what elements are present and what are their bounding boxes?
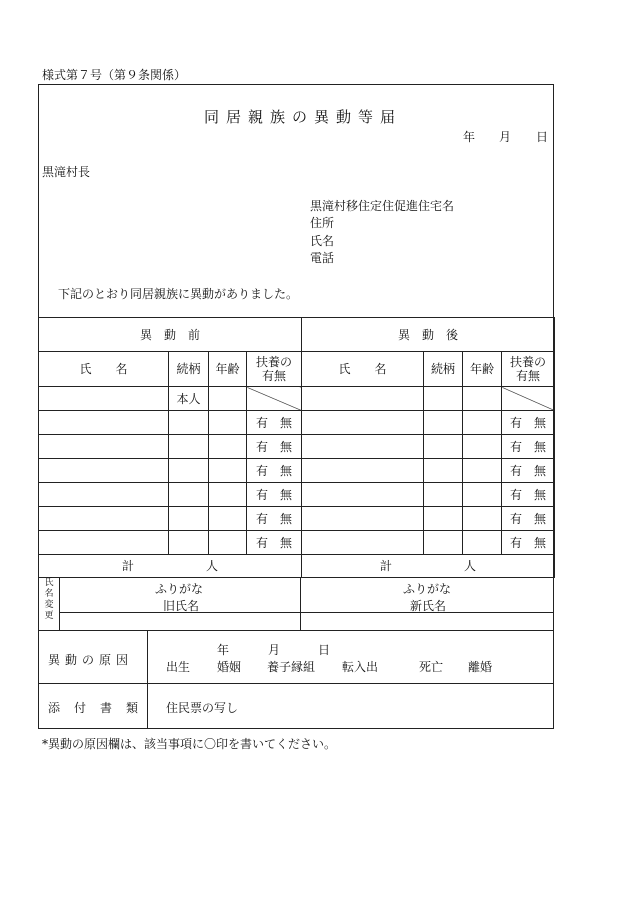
table-row bbox=[39, 459, 555, 483]
attachments-value: 住民票の写し bbox=[166, 701, 239, 715]
relation-cell[interactable] bbox=[169, 411, 209, 435]
total-after[interactable]: 計 人 bbox=[302, 555, 555, 578]
dependent-cell[interactable]: 有 無 bbox=[502, 531, 555, 555]
name-cell[interactable] bbox=[39, 435, 169, 459]
reason-month: 月 bbox=[268, 643, 281, 657]
new-name-label: 新氏名 bbox=[410, 599, 447, 613]
reason-option-death[interactable]: 死亡 bbox=[419, 660, 444, 674]
table-row bbox=[39, 435, 555, 459]
footnote: *異動の原因欄は、該当事項に〇印を書いてください。 bbox=[42, 737, 337, 751]
age-cell[interactable] bbox=[463, 411, 502, 435]
reason-option-adoption[interactable]: 養子縁組 bbox=[267, 660, 316, 674]
table-row bbox=[39, 507, 555, 531]
name-cell[interactable] bbox=[39, 387, 169, 411]
dependent-cell[interactable]: 有 無 bbox=[502, 483, 555, 507]
name-change-label: 氏名変更 bbox=[44, 578, 54, 621]
furigana-old: ふりがな bbox=[155, 582, 204, 596]
dependent-cell[interactable]: 有 無 bbox=[502, 507, 555, 531]
addressee: 黒滝村長 bbox=[42, 165, 91, 179]
attachments-label: 添付書類 bbox=[48, 701, 153, 715]
age-cell[interactable] bbox=[209, 411, 247, 435]
dependent-cell[interactable]: 有 無 bbox=[247, 435, 302, 459]
reason-year: 年 bbox=[217, 643, 230, 657]
name-cell[interactable] bbox=[302, 387, 424, 411]
reason-option-move[interactable]: 転入出 bbox=[342, 660, 379, 674]
dependent-cell[interactable]: 有 無 bbox=[502, 459, 555, 483]
name-cell[interactable] bbox=[302, 411, 424, 435]
col-name-after: 氏 名 bbox=[302, 352, 424, 387]
form-number: 様式第７号（第９条関係） bbox=[42, 68, 187, 82]
col-dependent-after: 扶養の有無 bbox=[502, 352, 555, 387]
name-cell[interactable] bbox=[39, 459, 169, 483]
age-cell[interactable] bbox=[209, 387, 247, 411]
name-cell[interactable] bbox=[302, 507, 424, 531]
name-cell[interactable] bbox=[302, 435, 424, 459]
age-cell[interactable] bbox=[463, 387, 502, 411]
age-cell[interactable] bbox=[463, 507, 502, 531]
col-relation-before: 続柄 bbox=[169, 352, 209, 387]
table-row bbox=[39, 411, 555, 435]
name-change-line bbox=[60, 612, 554, 613]
date-year: 年 bbox=[463, 130, 476, 144]
dependent-na-cell bbox=[247, 387, 302, 411]
reason-label: 異動の原因 bbox=[48, 653, 134, 667]
date-month: 月 bbox=[499, 130, 512, 144]
age-cell[interactable] bbox=[463, 435, 502, 459]
relation-cell[interactable] bbox=[424, 387, 463, 411]
family-change-table bbox=[38, 317, 555, 578]
dependent-cell[interactable]: 有 無 bbox=[502, 435, 555, 459]
relation-self-cell: 本人 bbox=[169, 387, 209, 411]
reason-option-birth[interactable]: 出生 bbox=[166, 660, 191, 674]
name-change-bottom bbox=[38, 630, 554, 631]
col-age-after: 年齢 bbox=[463, 352, 502, 387]
old-name-label: 旧氏名 bbox=[163, 599, 200, 613]
age-cell[interactable] bbox=[209, 507, 247, 531]
relation-cell[interactable] bbox=[169, 459, 209, 483]
dependent-na-cell bbox=[502, 387, 555, 411]
age-cell[interactable] bbox=[209, 459, 247, 483]
reason-day: 日 bbox=[318, 643, 331, 657]
col-name-before: 氏 名 bbox=[39, 352, 169, 387]
before-header: 異 動 前 bbox=[39, 318, 302, 352]
name-cell[interactable] bbox=[302, 531, 424, 555]
name-cell[interactable] bbox=[39, 507, 169, 531]
relation-cell[interactable] bbox=[424, 435, 463, 459]
table-row bbox=[39, 483, 555, 507]
reason-bottom-line bbox=[38, 683, 554, 684]
relation-cell[interactable] bbox=[424, 531, 463, 555]
applicant-name: 氏名 bbox=[310, 234, 335, 248]
statement: 下記のとおり同居親族に異動がありました。 bbox=[58, 287, 299, 301]
col-dependent-before: 扶養の有無 bbox=[247, 352, 302, 387]
total-before[interactable]: 計 人 bbox=[39, 555, 302, 578]
name-cell[interactable] bbox=[39, 531, 169, 555]
reason-option-divorce[interactable]: 離婚 bbox=[468, 660, 493, 674]
name-change-divider bbox=[300, 577, 301, 630]
relation-cell[interactable] bbox=[424, 459, 463, 483]
dependent-cell[interactable]: 有 無 bbox=[247, 459, 302, 483]
dependent-cell[interactable]: 有 無 bbox=[247, 483, 302, 507]
name-cell[interactable] bbox=[39, 483, 169, 507]
applicant-facility: 黒滝村移住定住促進住宅名 bbox=[310, 199, 455, 213]
relation-cell[interactable] bbox=[169, 531, 209, 555]
table-row bbox=[39, 387, 555, 411]
col-age-before: 年齢 bbox=[209, 352, 247, 387]
dependent-cell[interactable]: 有 無 bbox=[247, 411, 302, 435]
age-cell[interactable] bbox=[463, 531, 502, 555]
table-row bbox=[39, 531, 555, 555]
name-cell[interactable] bbox=[302, 483, 424, 507]
total-row bbox=[39, 555, 555, 578]
applicant-phone: 電話 bbox=[310, 251, 335, 265]
age-cell[interactable] bbox=[209, 483, 247, 507]
name-cell[interactable] bbox=[302, 459, 424, 483]
applicant-address: 住所 bbox=[310, 216, 335, 230]
age-cell[interactable] bbox=[463, 483, 502, 507]
col-relation-after: 続柄 bbox=[424, 352, 463, 387]
relation-cell[interactable] bbox=[424, 483, 463, 507]
age-cell[interactable] bbox=[463, 459, 502, 483]
age-cell[interactable] bbox=[209, 435, 247, 459]
relation-cell[interactable] bbox=[169, 435, 209, 459]
dependent-cell[interactable]: 有 無 bbox=[247, 531, 302, 555]
form-title: 同居親族の異動等届 bbox=[204, 108, 403, 126]
dependent-cell[interactable]: 有 無 bbox=[502, 411, 555, 435]
after-header: 異 動 後 bbox=[302, 318, 555, 352]
relation-cell[interactable] bbox=[424, 507, 463, 531]
reason-option-marriage[interactable]: 婚姻 bbox=[217, 660, 242, 674]
age-cell[interactable] bbox=[209, 531, 247, 555]
dependent-cell[interactable]: 有 無 bbox=[247, 507, 302, 531]
relation-cell[interactable] bbox=[169, 483, 209, 507]
date-day: 日 bbox=[536, 130, 549, 144]
name-cell[interactable] bbox=[39, 411, 169, 435]
relation-cell[interactable] bbox=[169, 507, 209, 531]
relation-cell[interactable] bbox=[424, 411, 463, 435]
furigana-new: ふりがな bbox=[403, 582, 452, 596]
